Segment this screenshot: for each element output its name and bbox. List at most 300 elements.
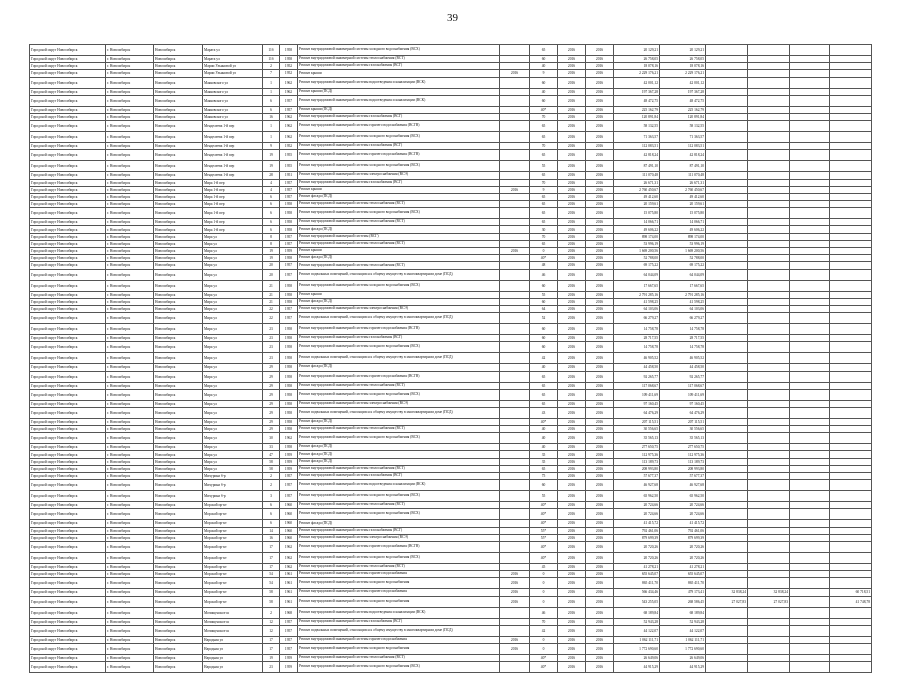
table-cell: Менделеева 1-й пер — [203, 143, 263, 150]
table-cell: 2016 — [558, 161, 586, 172]
table-cell: Новосибирск — [154, 219, 203, 226]
table-cell: 40 — [530, 444, 558, 451]
table-cell — [748, 305, 790, 312]
table-row — [30, 63, 872, 70]
table-row — [30, 201, 872, 208]
table-cell: 64 044,09 — [614, 269, 660, 280]
table-cell: 19 — [263, 654, 280, 661]
table-cell: 2016 — [558, 444, 586, 451]
table-cell: Новосибирск — [154, 618, 203, 625]
table-cell — [830, 219, 872, 226]
table-cell: 1961 — [280, 596, 298, 607]
table-cell: 1957 — [280, 262, 298, 269]
table-cell — [500, 45, 530, 56]
table-cell: 2016 — [500, 571, 530, 578]
table-cell: Ремонт внутридомовой инженерной системы (ВСГ) — [298, 233, 500, 240]
table-cell: 207 115,51 — [614, 418, 660, 425]
table-cell — [830, 527, 872, 534]
table-cell: 2016 — [558, 400, 586, 407]
table-cell: Ремонт крыши — [298, 70, 500, 77]
table-cell: 17 667,65 — [614, 280, 660, 291]
table-cell: 2016 — [586, 186, 614, 193]
table-cell: Новосибирск — [154, 63, 203, 70]
table-cell: 2016 — [558, 63, 586, 70]
table-cell: 92 265,77 — [660, 371, 706, 382]
table-cell: 2016 — [586, 324, 614, 335]
table-cell — [500, 88, 530, 95]
table-cell: 1962 — [280, 88, 298, 95]
table-cell: г. Новосибирск — [106, 527, 154, 534]
table-cell: 1958 — [280, 353, 298, 364]
table-cell — [830, 233, 872, 240]
table-cell: Городской округ Новосибирск — [30, 240, 106, 247]
table-cell — [790, 353, 830, 364]
table-cell: Городской округ Новосибирск — [30, 70, 106, 77]
table-cell: 40 — [530, 63, 558, 70]
table-cell: 6 — [263, 95, 280, 106]
table-cell: 60 718,51 — [830, 589, 872, 596]
table-cell: Городской округ Новосибирск — [30, 77, 106, 88]
table-cell: Новосибирск — [154, 353, 203, 364]
table-cell: Городской округ Новосибирск — [30, 491, 106, 502]
table-cell: 29 — [263, 426, 280, 433]
table-cell — [706, 520, 748, 527]
table-cell: Городской округ Новосибирск — [30, 335, 106, 342]
table-cell: Ремонт внутридомовой инженерной системы холодного водоснабжения (ВСХ) — [298, 662, 500, 673]
table-row — [30, 643, 872, 654]
table-cell — [830, 291, 872, 298]
table-cell: 2016 — [558, 625, 586, 636]
table-cell — [748, 291, 790, 298]
table-row — [30, 150, 872, 161]
table-cell: 2016 — [558, 324, 586, 335]
table-cell — [706, 571, 748, 578]
table-cell: Мира ул — [203, 335, 263, 342]
table-cell — [790, 589, 830, 596]
table-cell: 14 758,78 — [614, 324, 660, 335]
table-cell: Ремонт внутридомовой инженерной системы газоснабжения (ВСГ) — [298, 335, 500, 342]
table-cell: Ремонт внутридомовой инженерной системы газоснабжения (ВСГ) — [298, 473, 500, 480]
table-cell: Ремонт внутридомовой инженерной системы газоснабжения (ВСГ) — [298, 179, 500, 186]
table-cell: 27 027,83 — [706, 596, 748, 607]
table-cell: 879 699,39 — [614, 534, 660, 541]
table-cell — [706, 534, 748, 541]
table-cell: Новосибирск — [154, 248, 203, 255]
table-cell — [500, 132, 530, 143]
table-cell — [830, 433, 872, 444]
table-cell — [830, 161, 872, 172]
table-cell: 20 — [263, 269, 280, 280]
table-cell: 70 — [530, 113, 558, 120]
table-cell: 41 748,78 — [830, 596, 872, 607]
table-cell: 2016 — [586, 541, 614, 552]
table-cell: 46 905,52 — [660, 353, 706, 364]
table-cell — [706, 541, 748, 552]
table-cell: Городской округ Новосибирск — [30, 433, 106, 444]
table-cell: 197 367,28 — [614, 88, 660, 95]
table-cell: 2016 — [586, 248, 614, 255]
table-cell — [790, 269, 830, 280]
table-cell: 2016 — [558, 571, 586, 578]
table-cell: 53 996,19 — [660, 240, 706, 247]
table-cell: 2016 — [558, 433, 586, 444]
table-cell: 60 — [530, 280, 558, 291]
table-row — [30, 77, 872, 88]
table-cell: 20 — [263, 262, 280, 269]
table-cell — [830, 88, 872, 95]
table-cell: 20 724,66 — [660, 502, 706, 509]
table-cell: Мира ул — [203, 389, 263, 400]
table-cell — [500, 121, 530, 132]
table-row — [30, 552, 872, 563]
table-cell: Городской округ Новосибирск — [30, 248, 106, 255]
table-cell — [790, 563, 830, 570]
table-cell: Мира ул — [203, 324, 263, 335]
table-cell — [790, 248, 830, 255]
table-cell: 65 — [530, 371, 558, 382]
table-cell: г. Новосибирск — [106, 563, 154, 570]
table-row — [30, 527, 872, 534]
table-cell — [748, 269, 790, 280]
table-cell: Мира ул — [203, 407, 263, 418]
table-cell — [790, 150, 830, 161]
table-cell — [748, 451, 790, 458]
table-cell — [830, 502, 872, 509]
table-cell: Мира ул — [203, 255, 263, 262]
table-cell: 2016 — [586, 491, 614, 502]
table-cell: 1957 — [280, 618, 298, 625]
table-cell — [748, 643, 790, 654]
table-cell — [500, 56, 530, 63]
table-cell: Морской пр-кт — [203, 578, 263, 589]
table-cell: 2016 — [558, 552, 586, 563]
table-row — [30, 172, 872, 179]
table-cell: Ремонт внутридомовой инженерной системы водоотведения и канализации (ВСК) — [298, 77, 500, 88]
table-cell: 42 — [530, 353, 558, 364]
table-cell: г. Новосибирск — [106, 662, 154, 673]
table-cell — [790, 70, 830, 77]
table-cell: Городской округ Новосибирск — [30, 636, 106, 643]
table-cell — [748, 45, 790, 56]
table-row — [30, 193, 872, 200]
table-cell: 2016 — [558, 45, 586, 56]
table-cell: 29 — [263, 400, 280, 407]
table-cell: 6 — [263, 226, 280, 233]
table-cell: Новосибирск — [154, 95, 203, 106]
table-cell: Новосибирск — [154, 502, 203, 509]
table-cell: 2016 — [586, 520, 614, 527]
table-cell: 2016 — [586, 305, 614, 312]
table-cell: 2016 — [586, 70, 614, 77]
table-row — [30, 563, 872, 570]
table-cell: 2016 — [586, 269, 614, 280]
table-cell — [706, 480, 748, 491]
table-cell — [706, 444, 748, 451]
table-cell: 52 788,00 — [614, 255, 660, 262]
table-cell: Городской округ Новосибирск — [30, 95, 106, 106]
table-cell: 41 598,25 — [614, 298, 660, 305]
table-cell: 2016 — [500, 596, 530, 607]
table-cell: Городской округ Новосибирск — [30, 45, 106, 56]
table-cell: 2016 — [558, 654, 586, 661]
table-cell: 58 — [263, 458, 280, 465]
table-cell: 1955 — [280, 161, 298, 172]
table-cell: г. Новосибирск — [106, 113, 154, 120]
table-cell — [500, 607, 530, 618]
table-row — [30, 389, 872, 400]
table-cell — [830, 607, 872, 618]
table-cell — [500, 262, 530, 269]
table-cell: 1959 — [280, 465, 298, 472]
table-cell: 30 — [530, 226, 558, 233]
table-cell: Ремонт крыши — [298, 248, 500, 255]
table-cell — [748, 364, 790, 371]
table-cell — [500, 113, 530, 120]
table-cell: Ремонт внутридомовой инженерной системы холодного водоснабжения — [298, 643, 500, 654]
table-row — [30, 534, 872, 541]
table-cell — [706, 219, 748, 226]
table-cell: Мичурина б-р — [203, 491, 263, 502]
table-cell: 16 — [263, 534, 280, 541]
table-cell: 2016 — [586, 56, 614, 63]
table-cell — [500, 335, 530, 342]
table-cell: 1951 — [280, 172, 298, 179]
table-cell: 21 — [263, 298, 280, 305]
table-cell — [830, 342, 872, 353]
table-cell: 65 — [530, 400, 558, 407]
table-cell: Менделеева 1-й пер — [203, 172, 263, 179]
table-cell: Новосибирск — [154, 335, 203, 342]
table-cell — [706, 150, 748, 161]
table-cell: Городской округ Новосибирск — [30, 106, 106, 113]
table-cell: Мочищенское ш — [203, 625, 263, 636]
table-cell: 35 — [530, 451, 558, 458]
table-cell: 2016 — [586, 563, 614, 570]
table-cell — [790, 45, 830, 56]
table-cell: 2016 — [500, 578, 530, 589]
table-cell: Ремонт внутридомовой инженерной системы газоснабжения (ВСГ) — [298, 63, 500, 70]
table-cell: 2016 — [558, 113, 586, 120]
table-cell — [748, 172, 790, 179]
table-cell — [500, 527, 530, 534]
table-cell — [748, 106, 790, 113]
table-cell: 1957 — [280, 473, 298, 480]
table-cell: 1957 — [280, 269, 298, 280]
table-cell: Городской округ Новосибирск — [30, 226, 106, 233]
table-cell — [748, 407, 790, 418]
table-cell — [830, 465, 872, 472]
table-cell — [790, 161, 830, 172]
table-cell: 41 598,25 — [660, 298, 706, 305]
table-cell: 2016 — [558, 407, 586, 418]
table-cell: 29 — [263, 364, 280, 371]
table-row — [30, 444, 872, 451]
table-row — [30, 465, 872, 472]
table-row — [30, 433, 872, 444]
table-cell — [706, 426, 748, 433]
table-cell — [830, 77, 872, 88]
table-cell: 2016 — [586, 233, 614, 240]
table-cell: 2016 — [586, 458, 614, 465]
table-cell: 48 472,75 — [614, 95, 660, 106]
table-cell: Менделеева 1-й пер — [203, 121, 263, 132]
table-cell: г. Новосибирск — [106, 77, 154, 88]
table-cell — [790, 552, 830, 563]
table-cell: Марии Ульяновой ул — [203, 63, 263, 70]
table-row — [30, 578, 872, 589]
table-cell — [500, 618, 530, 625]
table-cell: Мира ул — [203, 458, 263, 465]
table-cell — [830, 70, 872, 77]
table-cell: г. Новосибирск — [106, 654, 154, 661]
table-cell: 2 760 450,67 — [660, 186, 706, 193]
table-cell: Новосибирск — [154, 150, 203, 161]
table-cell: 2016 — [558, 596, 586, 607]
table-cell: Городской округ Новосибирск — [30, 364, 106, 371]
table-cell: Городской округ Новосибирск — [30, 541, 106, 552]
table-cell: г. Новосибирск — [106, 371, 154, 382]
table-cell: 1962 — [280, 77, 298, 88]
table-cell: Ремонт внутридомовой инженерной системы холодного водоснабжения (ВСХ) — [298, 280, 500, 291]
table-cell: 60 — [530, 95, 558, 106]
table-cell: Мира ул — [203, 353, 263, 364]
table-cell: 40 — [530, 426, 558, 433]
table-cell: Ремонт внутридомовой инженерной системы холодного водоснабжения (ВСХ) — [298, 208, 500, 219]
table-cell — [790, 219, 830, 226]
table-cell: 1960 — [280, 534, 298, 541]
table-cell: 2016 — [586, 618, 614, 625]
table-cell: 2016 — [586, 45, 614, 56]
table-cell — [830, 418, 872, 425]
table-cell: 48 472,75 — [660, 95, 706, 106]
table-cell: 6 — [263, 502, 280, 509]
table-cell: 2016 — [558, 371, 586, 382]
table-cell: 1968 — [280, 607, 298, 618]
table-cell — [748, 335, 790, 342]
table-cell — [830, 541, 872, 552]
table-cell: 1 — [263, 88, 280, 95]
table-cell — [748, 201, 790, 208]
table-cell: Новосибирск — [154, 113, 203, 120]
table-cell: 2016 — [500, 70, 530, 77]
table-cell: 3 — [263, 491, 280, 502]
table-cell: г. Новосибирск — [106, 418, 154, 425]
table-cell: 1958 — [280, 418, 298, 425]
table-cell — [500, 179, 530, 186]
table-cell: 40* — [530, 520, 558, 527]
table-cell: Ремонт крыши (ПСД) — [298, 88, 500, 95]
table-cell: 2016 — [558, 643, 586, 654]
table-cell: г. Новосибирск — [106, 552, 154, 563]
table-cell: 2016 — [558, 240, 586, 247]
table-cell: Морской пр-кт — [203, 552, 263, 563]
table-cell: Новосибирск — [154, 280, 203, 291]
table-cell — [748, 625, 790, 636]
table-cell: 40* — [530, 662, 558, 673]
table-cell: Новосибирск — [154, 106, 203, 113]
table-row — [30, 458, 872, 465]
table-cell: 14 066,71 — [614, 219, 660, 226]
table-cell: г. Новосибирск — [106, 208, 154, 219]
table-cell: 1957 — [280, 240, 298, 247]
table-cell: Новосибирск — [154, 208, 203, 219]
table-cell — [748, 342, 790, 353]
table-cell: 2016 — [586, 589, 614, 596]
table-cell — [790, 63, 830, 70]
table-cell: Марата ул — [203, 45, 263, 56]
table-cell — [500, 353, 530, 364]
table-cell: 2016 — [586, 451, 614, 458]
table-cell: 2016 — [558, 364, 586, 371]
table-cell — [706, 491, 748, 502]
table-cell: Мира ул — [203, 269, 263, 280]
table-cell — [706, 269, 748, 280]
table-cell: Новосибирск — [154, 364, 203, 371]
table-cell: г. Новосибирск — [106, 342, 154, 353]
table-cell: г. Новосибирск — [106, 571, 154, 578]
table-cell: Ремонт фасада (ПСД) — [298, 444, 500, 451]
table-cell: 109 411,69 — [660, 389, 706, 400]
table-cell: Новосибирск — [154, 342, 203, 353]
table-cell — [500, 400, 530, 407]
table-cell — [830, 201, 872, 208]
table-row — [30, 45, 872, 56]
table-cell: 20 724,66 — [660, 509, 706, 520]
table-cell: 64 103,06 — [660, 305, 706, 312]
table-cell: 2016 — [558, 618, 586, 625]
table-cell: 2016 — [558, 520, 586, 527]
table-cell: Новосибирск — [154, 121, 203, 132]
table-cell: г. Новосибирск — [106, 305, 154, 312]
table-cell: 20 720,26 — [660, 552, 706, 563]
table-cell — [706, 578, 748, 589]
table-cell: Городской округ Новосибирск — [30, 113, 106, 120]
table-cell: 2016 — [586, 201, 614, 208]
table-cell — [706, 132, 748, 143]
table-cell: 41 278,21 — [660, 563, 706, 570]
table-cell — [500, 520, 530, 527]
table-cell: Новосибирск — [154, 426, 203, 433]
table-cell: 2016 — [586, 418, 614, 425]
table-cell: 30 556,65 — [660, 426, 706, 433]
table-cell: 1958 — [280, 342, 298, 353]
table-cell: Городской округ Новосибирск — [30, 407, 106, 418]
table-cell: 208 993,80 — [660, 465, 706, 472]
table-row — [30, 426, 872, 433]
table-cell — [500, 208, 530, 219]
table-cell: 1957 — [280, 186, 298, 193]
table-cell — [706, 324, 748, 335]
table-cell: 6 — [263, 219, 280, 226]
table-cell: 2016 — [558, 313, 586, 324]
table-cell: Ремонт внутридомовой инженерной системы водоотведения и канализации (ВСК) — [298, 95, 500, 106]
table-cell: 69 175,22 — [614, 262, 660, 269]
table-cell: Городской округ Новосибирск — [30, 444, 106, 451]
table-cell: 44 915,29 — [614, 662, 660, 673]
table-cell: Новосибирск — [154, 262, 203, 269]
table-cell — [830, 56, 872, 63]
table-cell: 1959 — [280, 248, 298, 255]
table-cell: 1958 — [280, 45, 298, 56]
table-cell: 2016 — [558, 418, 586, 425]
table-cell: г. Новосибирск — [106, 291, 154, 298]
table-cell: 60 — [530, 480, 558, 491]
table-cell: 2016 — [558, 233, 586, 240]
table-cell — [830, 371, 872, 382]
table-cell: Мира ул — [203, 298, 263, 305]
table-cell — [830, 240, 872, 247]
table-cell: 2016 — [586, 465, 614, 472]
